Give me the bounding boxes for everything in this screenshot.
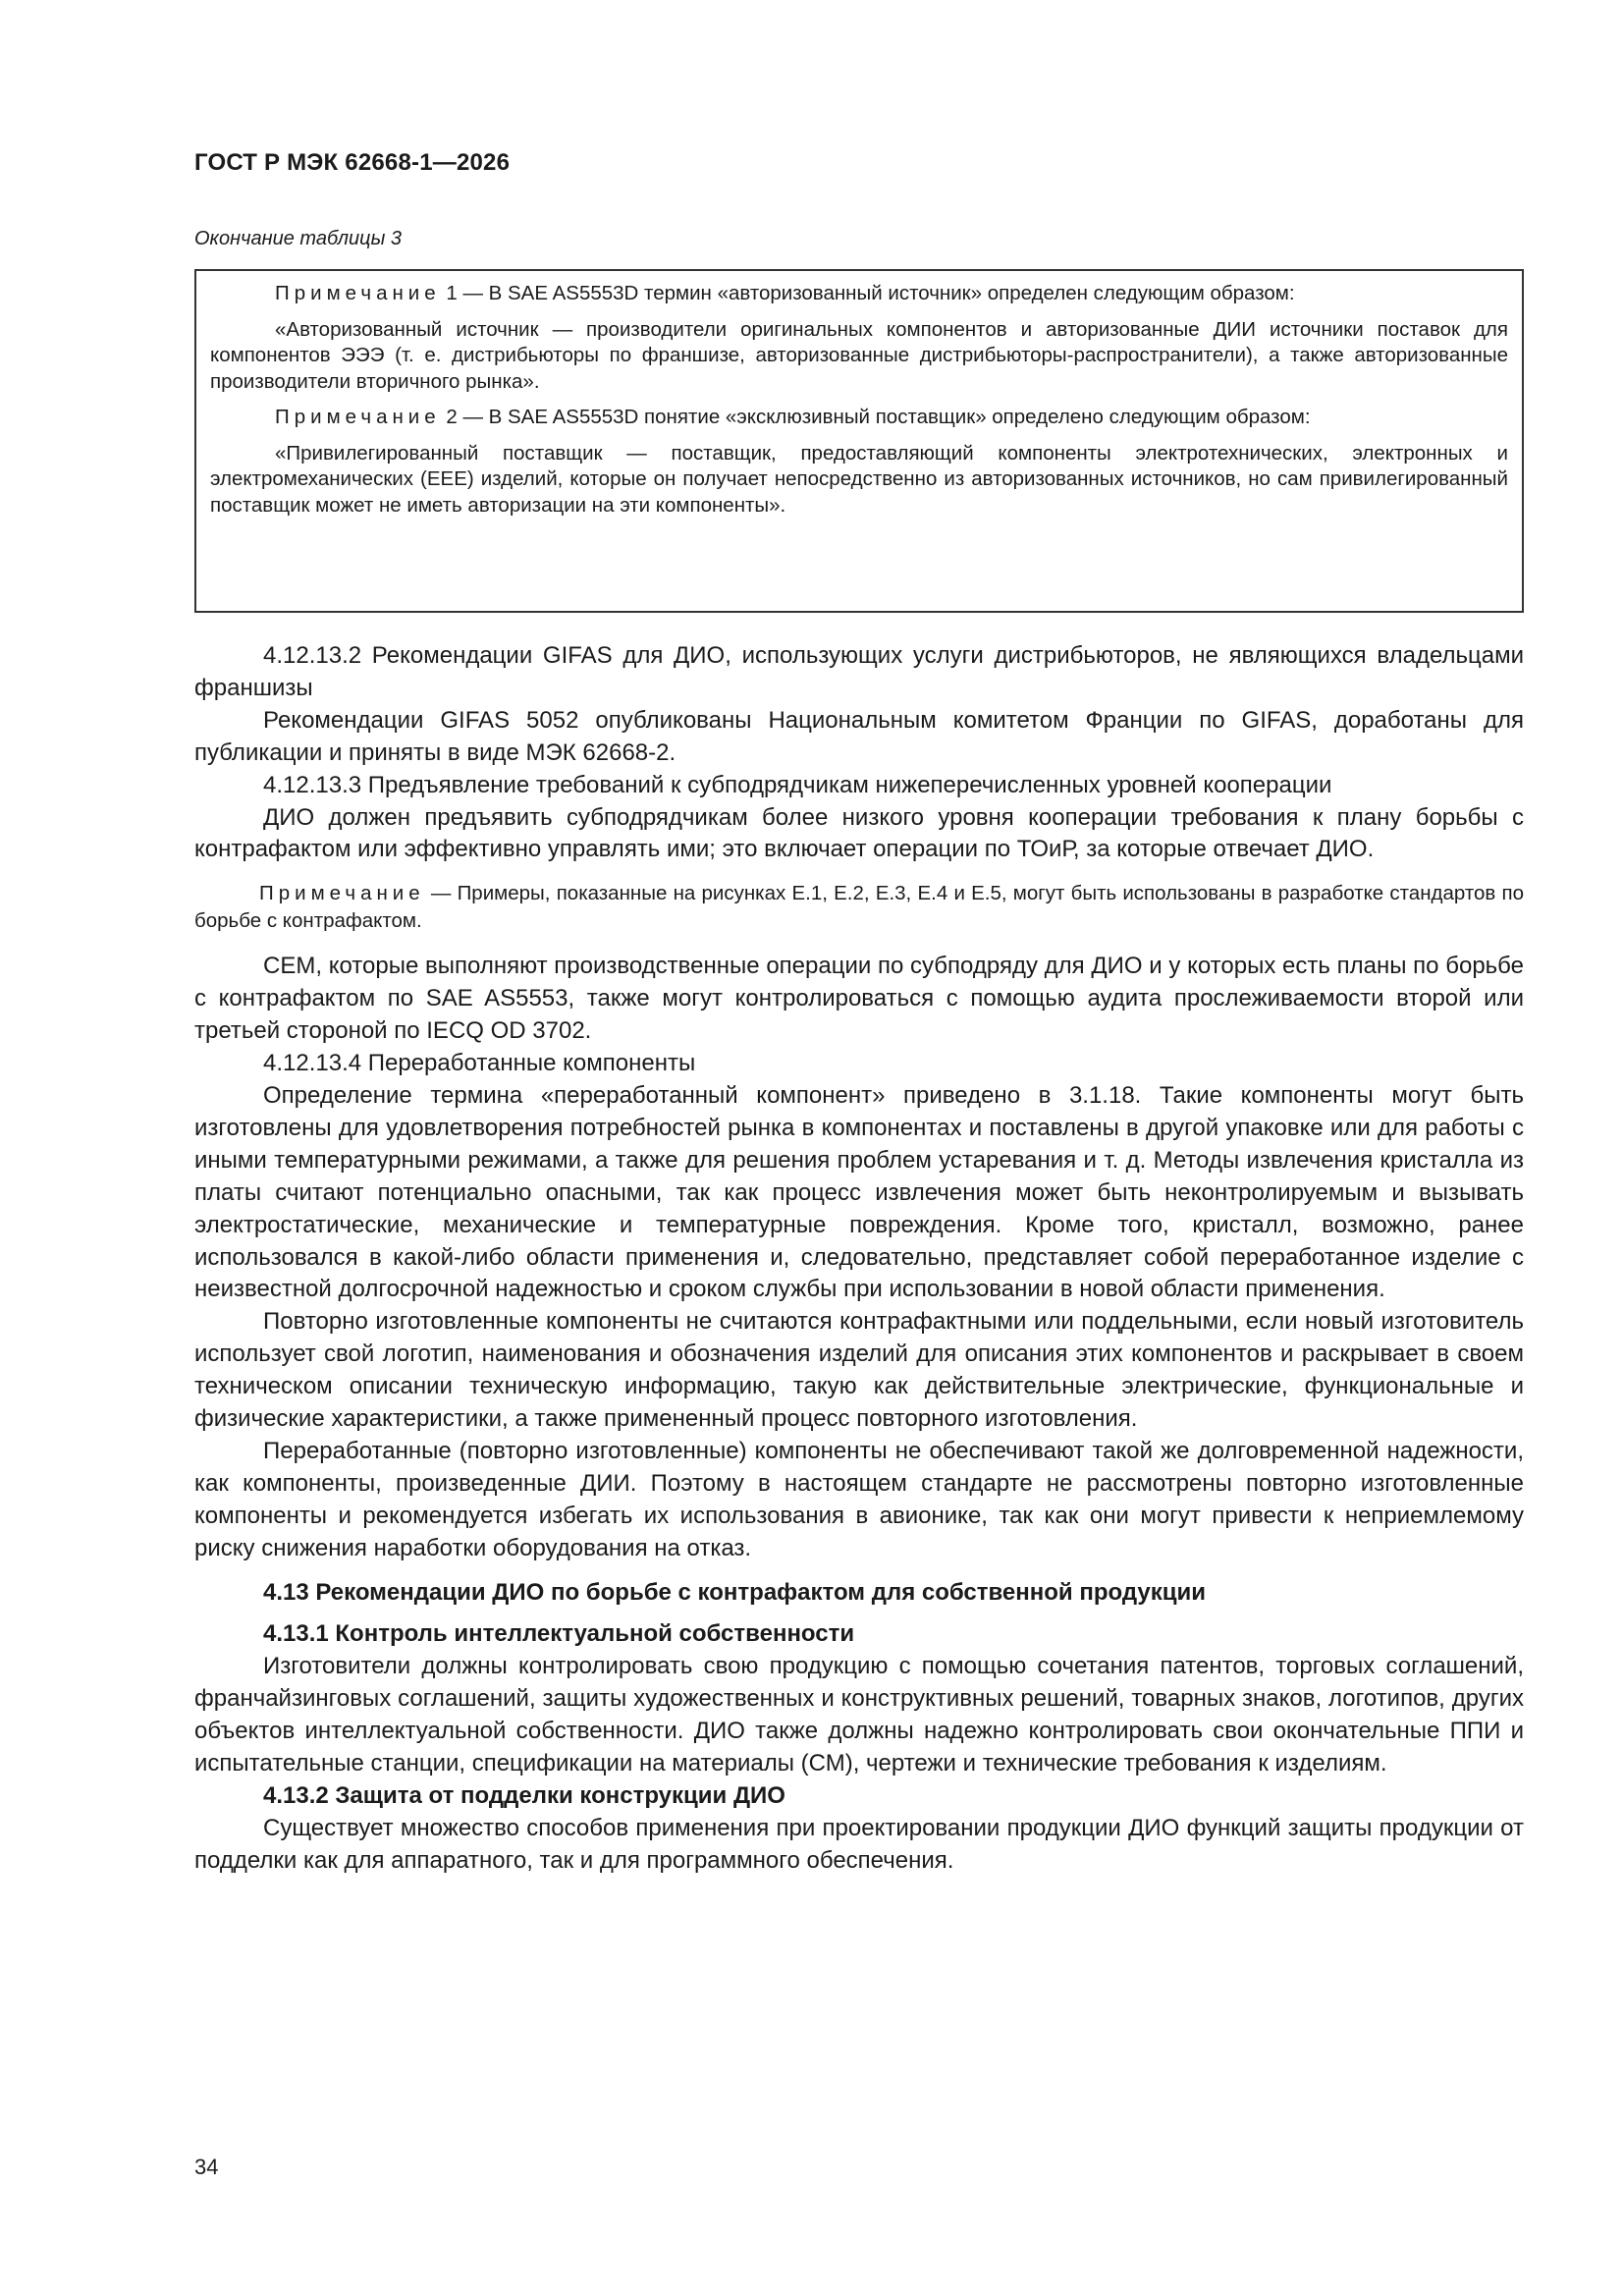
clause-note: Примечание — Примеры, показанные на рисунках Е.1, Е.2, Е.3, Е.4 и Е.5, могут быть использованы в разработке стандартов по борьбе с контрафактом. [194,882,1524,933]
section-4-13-1-heading: 4.13.1 Контроль интеллектуальной собственности [263,1620,855,1648]
section-4-13-heading: 4.13 Рекомендации ДИО по борьбе с контрафактом для собственной продукции [263,1578,1206,1606]
clause-4-12-13-4-title: 4.12.13.4 Переработанные компоненты [263,1050,696,1077]
table-continuation-caption: Окончание таблицы 3 [194,228,403,249]
clause-4-12-13-3-title: 4.12.13.3 Предъявление требований к субподрядчикам нижеперечисленных уровней кооперации [263,771,1332,798]
note-2-intro: Примечание 2 — В SAE AS5553D понятие «эксклюзивный поставщик» определено следующим образом: [275,406,1311,428]
note-1-label: Примечание [275,282,441,304]
section-4-13-2-text: Существует множество способов применения при проектировании продукции ДИО функций защиты продукции от подделки как для аппаратного, так и для программного обеспечения. [194,1814,1524,1874]
clause-4-12-13-4-text-1: Определение термина «переработанный компонент» приведено в 3.1.18. Такие компоненты могут быть изготовлены для удовлетворения потребностей рынка в компонентах и поставлены в другой упаковке или для работы с иными температурными режимами, а также для решения проблем устаревания и т. д. Методы извлечения кристалла из платы считают потенциально опасными, так как процесс извлечения может быть неконтролируемым и вызывать электростатические, механические и температурные повреждения. Кроме того, кристалл, возможно, ранее использовался в какой-либо области применения и, следовательно, представляет собой переработанное изделие с неизвестной долгосрочной надежностью и сроком службы при использовании в новой области применения. [194,1081,1524,1303]
clause-4-12-13-4-text-3: Переработанные (повторно изготовленные) компоненты не обеспечивают такой же долговременной надежности, как компоненты, произведенные ДИИ. Поэтому в настоящем стандарте не рассмотрены повторно изготовленные компоненты и рекомендуется избегать их использования в авионике, так как они могут привести к неприемлемому риску снижения наработки оборудования на отказ. [194,1437,1524,1561]
table-notes-box [194,269,1524,613]
page-number: 34 [194,2155,219,2179]
section-4-13-1-text: Изготовители должны контролировать свою продукцию с помощью сочетания патентов, торговых соглашений, франчайзинговых соглашений, защиты художественных и конструктивных решений, товарных знаков, логотипов, других объектов интеллектуальной собственности. ДИО также должны надежно контролировать свои окончательные ППИ и испытательные станции, спецификации на материалы (СМ), чертежи и технические требования к изделиям. [194,1653,1524,1777]
main-text [194,640,1524,1878]
clause-note-label: Примечание [259,882,425,905]
clause-4-12-13-2-text: Рекомендации GIFAS 5052 опубликованы Национальным комитетом Франции по GIFAS, доработаны для публикации и приняты в виде МЭК 62668-2. [194,706,1524,766]
note-2-label: Примечание [275,406,441,428]
note-2-quote: «Привилегированный поставщик — поставщик, предоставляющий компоненты электротехнических, электронных и электромеханических (ЕЕЕ) изделий, которые он получает непосредственно из авторизованных источников, но сам привилегированный поставщик может не иметь авторизации на эти компоненты». [210,441,1508,517]
clause-4-12-13-3-text: ДИО должен предъявить субподрядчикам более низкого уровня кооперации требования к плану борьбы с контрафактом или эффективно управлять ими; это включает операции по ТОиР, за которые отвечает ДИО. [194,803,1524,863]
standard-header: ГОСТ Р МЭК 62668-1—2026 [194,149,511,176]
clause-4-12-13-4-text-2: Повторно изготовленные компоненты не считаются контрафактными или поддельными, если новый изготовитель использует свой логотип, наименования и обозначения изделий для описания этих компонентов и раскрывает в своем техническом описании техническую информацию, такую как действительные электрические, функциональные и физические характеристики, а также примененный процесс повторного изготовления. [194,1308,1524,1433]
note-1-intro: Примечание 1 — В SAE AS5553D термин «авторизованный источник» определен следующим образом: [275,282,1295,304]
section-4-13-2-heading: 4.13.2 Защита от подделки конструкции ДИО [263,1782,785,1809]
note-1-quote: «Авторизованный источник — производители оригинальных компонентов и авторизованные ДИИ источники поставок для компонентов ЭЭЭ (т. е. дистрибьюторы по франшизе, авторизованные дистрибьюторы-распространители), а также авторизованные производители вторичного рынка». [210,317,1508,393]
cem-paragraph: СЕМ, которые выполняют производственные операции по субподряду для ДИО и у которых есть планы по борьбе с контрафактом по SAE AS5553, также могут контролироваться с помощью аудита прослеживаемости второй или третьей стороной по IECQ OD 3702. [194,953,1524,1045]
clause-4-12-13-2-title: 4.12.13.2 Рекомендации GIFAS для ДИО, использующих услуги дистрибьюторов, не являющихся владельцами франшизы [194,642,1524,701]
